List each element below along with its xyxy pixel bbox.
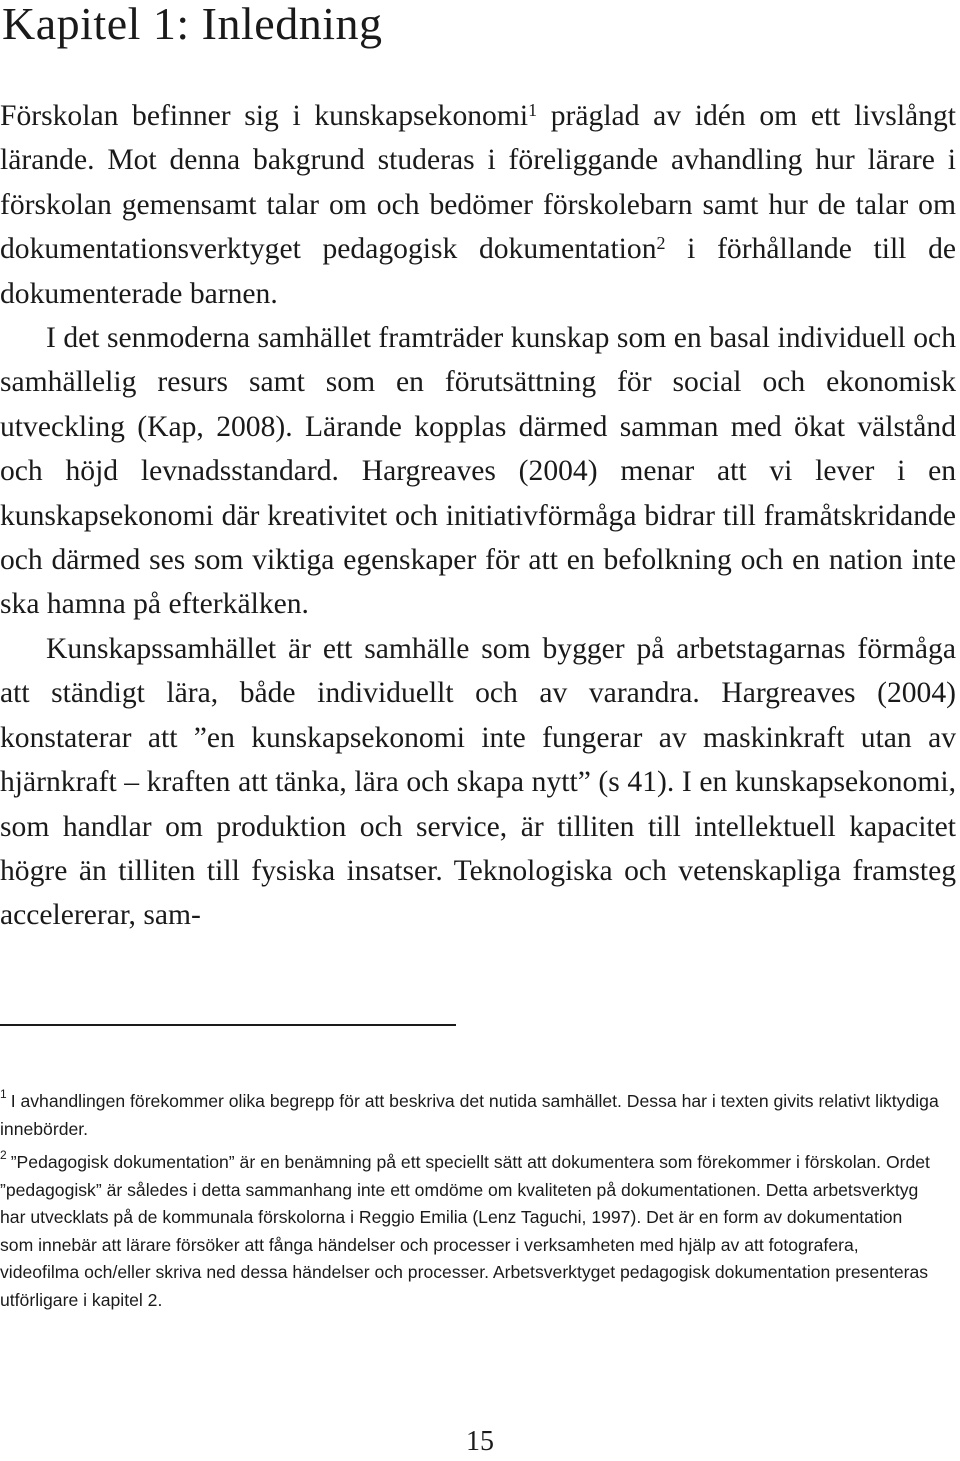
paragraph-2: I det senmoderna samhället framträder kunskap som en basal individuell och samhällelig resurs samt som en förutsättning för social och ekonomisk utveckling (Kap, 2008). Lärande kopplas därmed samman med ökat välstånd och höjd levnadsstandard. Hargreaves (2004) menar att vi lever i en kunskapsekonomi där kreativitet och initiativförmåga bidrar till framåtskridande och därmed ses som viktiga egenskaper för att en befolkning och en nation inte ska hamna på efterkälken. <box>0 322 956 621</box>
chapter-title: Kapitel 1: Inledning <box>2 0 383 49</box>
footnote-divider <box>0 1024 456 1026</box>
paragraph-3: Kunskapssamhället är ett samhälle som bygger på arbetstagarnas förmåga att ständigt lära, både individuellt och av varandra. Hargreaves (2004) konstaterar att ”en kunskapsekonomi inte fungerar av maskinkraft utan av hjärnkraft – kraften att tänka, lära och skapa nytt” (s 41). I en kunskapsekonomi, som handlar om produktion och service, är tilliten till intellektuell kapacitet högre än tilliten till fysiska insatser. Teknologiska och vetenskapliga framsteg accelererar, sam- <box>0 632 956 932</box>
footnote-2 <box>0 1149 940 1314</box>
page-number: 15 <box>466 1426 494 1457</box>
footnote-2-mark: 2 <box>0 1148 7 1162</box>
body-text <box>0 94 956 938</box>
footnote-reference-2[interactable]: 2 <box>656 233 666 254</box>
paragraph-1-part-3: i förhållande till de dokumenterade barnen. <box>0 233 956 310</box>
footnote-reference-1[interactable]: 1 <box>528 100 538 120</box>
paragraph-1-part-1: Förskolan befinner sig i kunskapsekonomi <box>0 100 529 132</box>
footnote-1-text: I avhandlingen förekommer olika begrepp för att beskriva det nutida samhället. Dessa har i texten givits relativt liktydiga innebörder. <box>0 1091 939 1139</box>
paragraph-1-part-2: präglad av idén om ett livslångt lärande. Mot denna bakgrund studeras i föreliggande avhandling hur lärare i förskolan gemensamt talar om och bedömer förskolebarn samt hur de talar om dokumentationsverktyget pedagogisk dokumentation <box>0 100 956 266</box>
footnotes <box>0 1088 940 1314</box>
footnote-1-mark: 1 <box>0 1087 7 1101</box>
footnote-2-text: ”Pedagogisk dokumentation” är en benämning på ett speciellt sätt att dokumentera som förekommer i förskolan. Ordet ”pedagogisk” är således i detta sammanhang inte ett omdöme om kvaliteten på dokumentationen. Detta arbetsverktyg har utvecklats på de kommunala förskolorna i Reggio Emilia (Lenz Taguchi, 1997). Det är en form av dokumentation som innebär att lärare försöker att fånga händelser och processer i verksamheten med hjälp av att fotografera, videofilma och/eller skriva ned dessa händelser och processer. Arbetsverktyget pedagogisk dokumentation presenteras utförligare i kapitel 2. <box>0 1152 930 1310</box>
footnote-1 <box>0 1088 940 1143</box>
paragraph-1 <box>0 94 956 316</box>
